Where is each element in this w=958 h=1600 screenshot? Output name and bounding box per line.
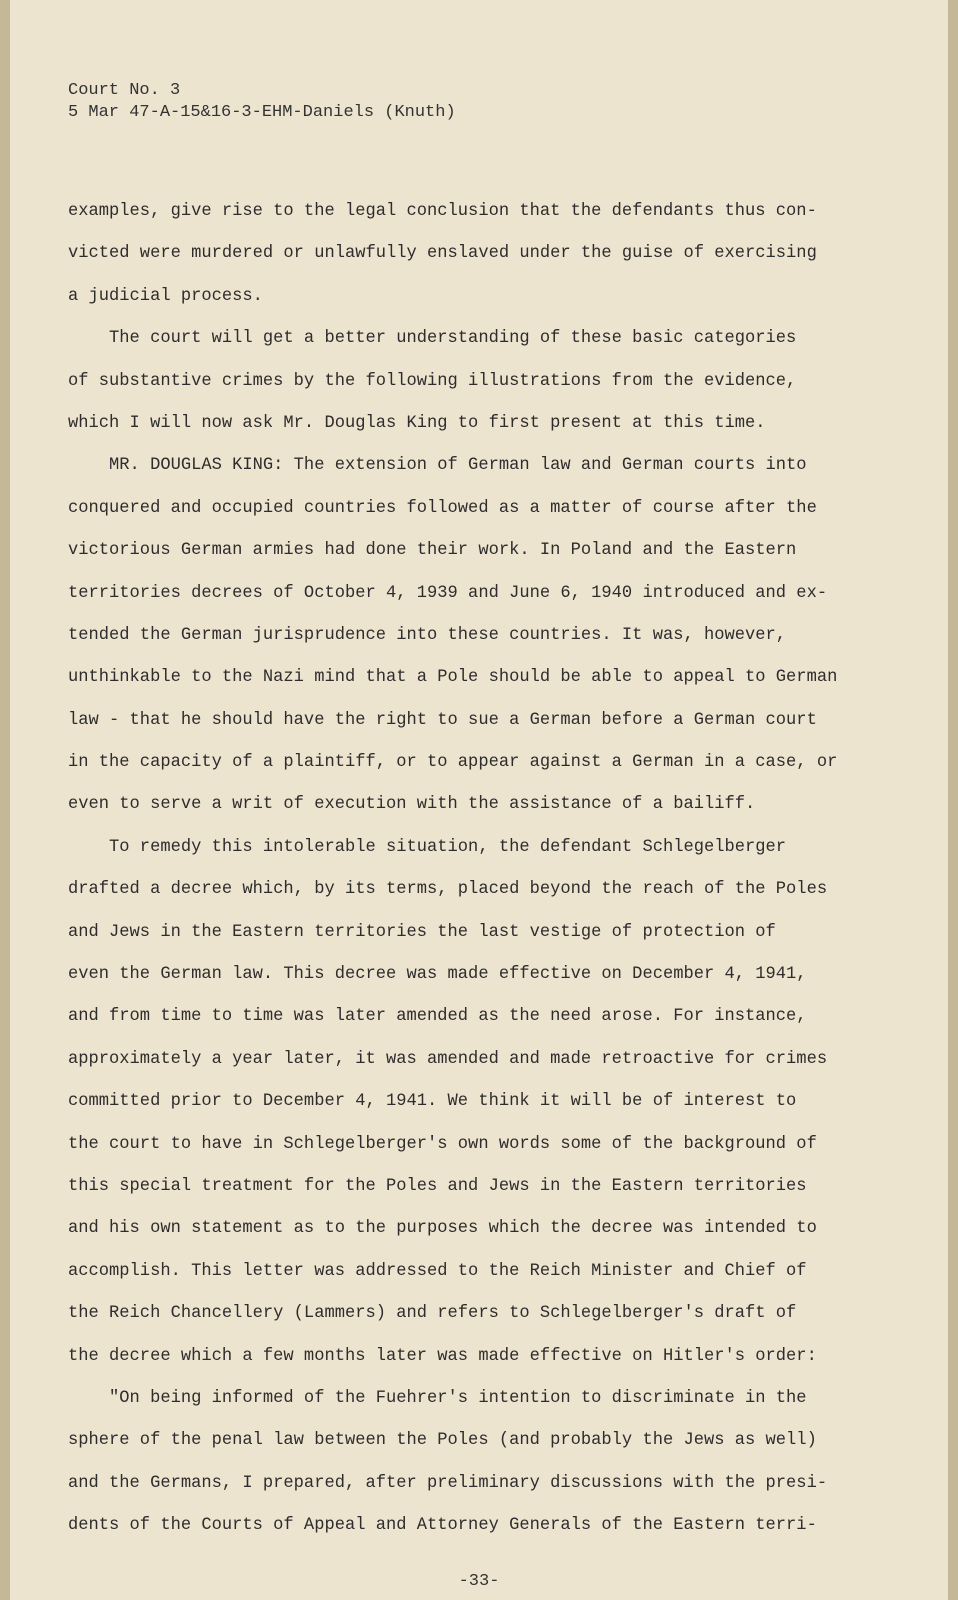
transcript-body	[68, 191, 848, 1548]
text-line: a judicial process.	[68, 286, 263, 306]
text-line: approximately a year later, it was amended and made retroactive for crimes	[68, 1049, 828, 1069]
document-header	[68, 80, 456, 124]
text-line: unthinkable to the Nazi mind that a Pole should be able to appeal to German	[68, 668, 838, 688]
text-line: territories decrees of October 4, 1939 and June 6, 1940 introduced and ex-	[68, 583, 828, 603]
text-line: dents of the Courts of Appeal and Attorney Generals of the Eastern terri-	[68, 1516, 817, 1536]
text-line: accomplish. This letter was addressed to the Reich Minister and Chief of	[68, 1261, 807, 1281]
text-line: victorious German armies had done their work. In Poland and the Eastern	[68, 541, 797, 561]
text-line: To remedy this intolerable situation, the defendant Schlegelberger	[68, 837, 787, 857]
text-line: in the capacity of a plaintiff, or to appear against a German in a case, or	[68, 753, 838, 773]
text-line: examples, give rise to the legal conclusion that the defendants thus con-	[68, 202, 817, 221]
text-line: The court will get a better understanding of these basic categories	[68, 329, 797, 349]
court-number: Court No. 3	[68, 81, 181, 100]
text-line: MR. DOUGLAS KING: The extension of German law and German courts into	[68, 456, 807, 476]
text-line: law - that he should have the right to sue a German before a German court	[68, 710, 817, 730]
text-line: "On being informed of the Fuehrer's intention to discriminate in the	[68, 1388, 807, 1408]
text-line: the decree which a few months later was made effective on Hitler's order:	[68, 1346, 817, 1366]
text-line: drafted a decree which, by its terms, placed beyond the reach of the Poles	[68, 880, 828, 900]
text-line: even to serve a writ of execution with the assistance of a bailiff.	[68, 795, 756, 815]
text-line: sphere of the penal law between the Poles (and probably the Jews as well)	[68, 1431, 817, 1451]
text-line: even the German law. This decree was made effective on December 4, 1941,	[68, 965, 807, 985]
text-line: and the Germans, I prepared, after preliminary discussions with the presi-	[68, 1473, 828, 1493]
text-line: which I will now ask Mr. Douglas King to first present at this time.	[68, 413, 766, 433]
text-line: tended the German jurisprudence into these countries. It was, however,	[68, 625, 787, 645]
transcript-reference: 5 Mar 47-A-15&16-3-EHM-Daniels (Knuth)	[68, 103, 456, 122]
text-line: and Jews in the Eastern territories the last vestige of protection of	[68, 922, 776, 942]
text-line: committed prior to December 4, 1941. We think it will be of interest to	[68, 1092, 797, 1112]
text-line: the court to have in Schlegelberger's own words some of the background of	[68, 1134, 817, 1154]
text-line: this special treatment for the Poles and Jews in the Eastern territories	[68, 1176, 807, 1196]
text-line: the Reich Chancellery (Lammers) and refers to Schlegelberger's draft of	[68, 1304, 797, 1324]
text-line: of substantive crimes by the following illustrations from the evidence,	[68, 371, 797, 391]
text-line: and from time to time was later amended as the need arose. For instance,	[68, 1007, 807, 1027]
text-line: and his own statement as to the purposes which the decree was intended to	[68, 1219, 817, 1239]
page-number: -33-	[458, 1572, 500, 1591]
text-line: victed were murdered or unlawfully enslaved under the guise of exercising	[68, 244, 817, 264]
text-line: conquered and occupied countries followed as a matter of course after the	[68, 498, 817, 518]
